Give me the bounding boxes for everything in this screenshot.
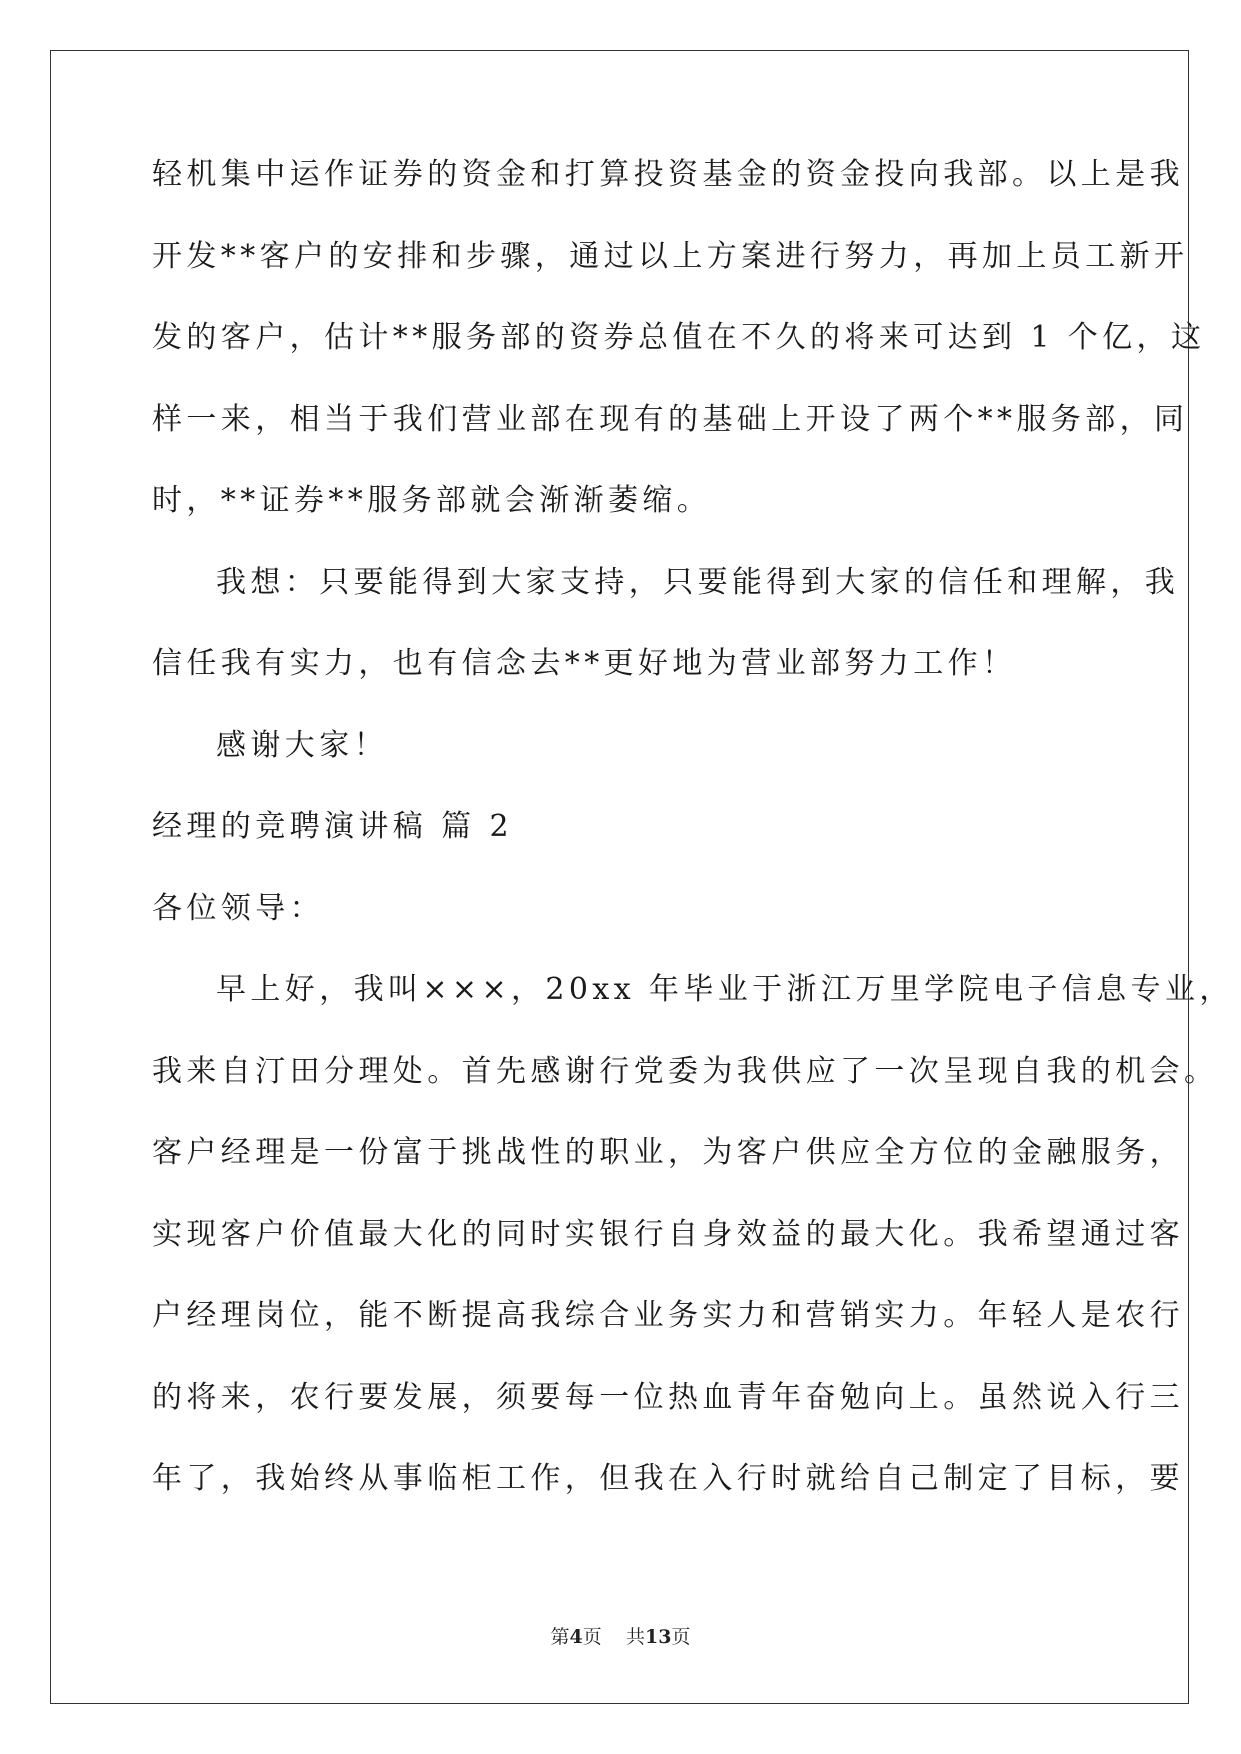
page-label-suffix: 页	[582, 1626, 602, 1648]
section-heading: 经理的竞聘演讲稿 篇 2	[152, 809, 513, 844]
paragraph-line: 发的客户，估计**服务部的资券总值在不久的将来可达到 1 个亿，这	[152, 320, 1206, 355]
document-body	[152, 157, 1234, 1546]
paragraph-line: 我来自汀田分理处。首先感谢行党委为我供应了一次呈现自我的机会。	[152, 1053, 1219, 1089]
paragraph-line: 实现客户价值最大化的同时实银行自身效益的最大化。我希望通过客	[152, 1216, 1184, 1252]
paragraph-line: 早上好，我叫×××，20xx 年毕业于浙江万里学院电子信息专业，	[216, 972, 1234, 1007]
paragraph-line: 时，**证券**服务部就会渐渐萎缩。	[152, 483, 712, 518]
paragraph-line: 年了，我始终从事临柜工作，但我在入行时就给自己制定了目标，要	[152, 1461, 1184, 1496]
total-pages: 13	[644, 1626, 672, 1648]
paragraph-line: 信任我有实力，也有信念去**更好地为营业部努力工作！	[152, 646, 1017, 681]
paragraph-line: 我想：只要能得到大家支持，只要能得到大家的信任和理解，我	[216, 564, 1180, 600]
paragraph-line: 开发**客户的安排和步骤，通过以上方案进行努力，再加上员工新开	[152, 238, 1189, 274]
salutation: 各位领导：	[152, 890, 324, 926]
page-number: 4	[569, 1626, 583, 1648]
paragraph-line: 客户经理是一份富于挑战性的职业，为客户供应全方位的金融服务，	[152, 1135, 1184, 1170]
page-label-prefix: 第	[550, 1626, 570, 1648]
paragraph-line: 感谢大家！	[216, 727, 388, 763]
page-footer	[0, 1622, 1241, 1649]
paragraph-line: 的将来，农行要发展，须要每一位热血青年奋勉向上。虽然说入行三	[152, 1379, 1184, 1415]
paragraph-line: 样一来，相当于我们营业部在现有的基础上开设了两个**服务部，同	[152, 401, 1189, 437]
total-label-prefix: 共	[625, 1626, 645, 1648]
paragraph-line: 户经理岗位，能不断提高我综合业务实力和营销实力。年轻人是农行	[152, 1298, 1184, 1333]
total-label-suffix: 页	[671, 1626, 691, 1648]
paragraph-line: 轻机集中运作证券的资金和打算投资基金的资金投向我部。以上是我	[152, 157, 1184, 192]
